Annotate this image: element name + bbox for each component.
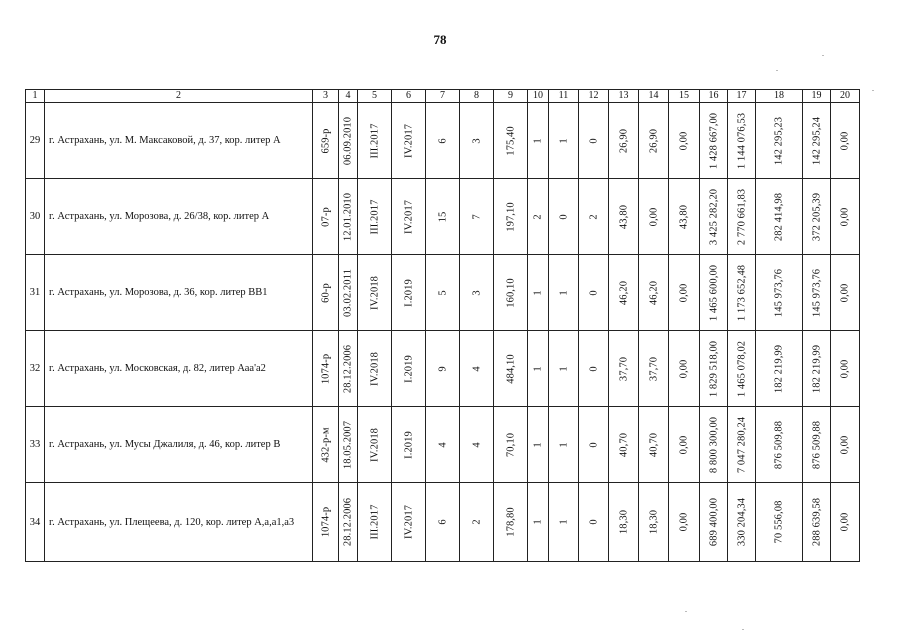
address-cell: г. Астрахань, ул. Морозова, д. 26/38, кор. литер А <box>45 179 313 255</box>
cell: 142 295,23 <box>773 116 785 165</box>
cell: 0,00 <box>839 283 851 302</box>
cell: 372 205,39 <box>811 192 822 241</box>
header-cell: 19 <box>803 90 831 103</box>
header-cell: 13 <box>609 90 639 103</box>
cell: 160,10 <box>505 277 516 308</box>
header-cell: 4 <box>339 90 358 103</box>
cell: 1074-р <box>320 353 331 384</box>
row-number: 33 <box>26 407 45 483</box>
header-cell: 16 <box>700 90 728 103</box>
header-cell: 18 <box>756 90 803 103</box>
cell: IV.2018 <box>369 351 380 386</box>
cell: 330 204,34 <box>736 497 747 547</box>
cell: 1 <box>532 137 544 144</box>
header-cell: 20 <box>831 90 860 103</box>
cell: 1 <box>558 289 569 296</box>
scan-speck <box>742 629 744 630</box>
row-number: 31 <box>26 255 45 331</box>
address-cell: г. Астрахань, ул. М. Максаковой, д. 37, кор. литер А <box>45 103 313 179</box>
cell: I.2019 <box>403 278 414 307</box>
cell: 37,70 <box>618 356 629 381</box>
cell: 197,10 <box>505 201 516 232</box>
cell: 145 973,76 <box>811 268 822 317</box>
cell: 0 <box>558 213 569 220</box>
cell: IV.2017 <box>403 123 414 158</box>
cell: 484,10 <box>505 353 516 384</box>
cell: 5 <box>437 289 448 296</box>
cell: 1 <box>558 519 569 525</box>
cell: 43,80 <box>678 204 690 229</box>
cell: 0,00 <box>678 435 690 454</box>
cell: 0 <box>588 519 599 525</box>
cell: 6 <box>437 519 448 525</box>
row-number: 32 <box>26 331 45 407</box>
cell: 1 465 078,02 <box>736 340 747 397</box>
cell: 0,00 <box>839 359 851 378</box>
cell: 43,80 <box>618 204 629 229</box>
cell: 689 400,00 <box>708 497 719 547</box>
header-cell: 14 <box>639 90 669 103</box>
cell: 175,40 <box>505 125 516 156</box>
cell: 0,00 <box>839 435 851 454</box>
header-row <box>26 90 860 103</box>
cell: IV.2018 <box>369 275 380 310</box>
address-cell: г. Астрахань, ул. Мусы Джалиля, д. 46, кор. литер В <box>45 407 313 483</box>
cell: 0,00 <box>678 359 690 378</box>
cell: 0,00 <box>678 131 690 150</box>
cell: 18,30 <box>618 509 629 535</box>
cell: 3 <box>471 289 482 296</box>
cell: 1 <box>558 441 569 448</box>
table-row <box>26 103 860 179</box>
scan-speck <box>776 70 778 71</box>
row-number: 34 <box>26 483 45 562</box>
cell: 0,00 <box>648 207 659 226</box>
cell: 4 <box>471 441 482 448</box>
cell: 0 <box>588 289 599 296</box>
header-cell: 1 <box>26 90 45 103</box>
cell: 0 <box>588 365 599 372</box>
cell: 28.12.2006 <box>342 497 354 547</box>
cell: 7 047 280,24 <box>736 416 747 473</box>
cell: 2 770 661,83 <box>736 188 747 245</box>
cell: 46,20 <box>648 280 659 305</box>
cell: 1 <box>532 441 544 448</box>
cell: 2 <box>532 213 544 220</box>
cell: 1 <box>532 365 544 372</box>
cell: 4 <box>437 441 448 448</box>
header-cell: 6 <box>392 90 426 103</box>
cell: 18,30 <box>648 509 659 535</box>
cell: 70,10 <box>505 432 516 457</box>
cell: 1 173 652,48 <box>736 264 747 321</box>
cell: 3 <box>471 137 482 144</box>
cell: 70 556,08 <box>773 500 785 544</box>
cell: 6 <box>437 137 448 144</box>
cell: 182 219,99 <box>811 344 822 393</box>
cell: 1 465 600,00 <box>708 264 719 321</box>
cell: 8 800 300,00 <box>708 416 719 473</box>
cell: 12.01.2010 <box>342 192 354 241</box>
cell: 26,90 <box>618 128 629 153</box>
cell: 1 <box>532 519 544 525</box>
cell: 1 144 076,53 <box>736 112 747 169</box>
header-cell: 10 <box>528 90 549 103</box>
cell: I.2019 <box>403 354 414 383</box>
row-number: 29 <box>26 103 45 179</box>
address-cell: г. Астрахань, ул. Московская, д. 82, литер Ааа'а2 <box>45 331 313 407</box>
cell: 06.09.2010 <box>342 116 354 165</box>
cell: III.2017 <box>369 199 380 234</box>
cell: 0,00 <box>839 131 851 150</box>
cell: 1 <box>558 137 569 144</box>
cell: 40,70 <box>618 432 629 457</box>
cell: III.2017 <box>369 504 380 540</box>
cell: 0 <box>588 441 599 448</box>
table-row <box>26 331 860 407</box>
cell: 03.02.2011 <box>342 268 354 317</box>
header-cell: 9 <box>494 90 528 103</box>
header-cell: 5 <box>358 90 392 103</box>
header-cell: 3 <box>313 90 339 103</box>
cell: 3 425 282,20 <box>708 188 719 245</box>
cell: 0,00 <box>678 283 690 302</box>
header-cell: 15 <box>669 90 700 103</box>
cell: 60-р <box>320 282 331 303</box>
cell: 0,00 <box>839 512 851 532</box>
cell: 46,20 <box>618 280 629 305</box>
table-row <box>26 179 860 255</box>
data-table <box>25 89 860 562</box>
header-cell: 11 <box>549 90 579 103</box>
cell: 0 <box>588 137 599 144</box>
header-cell: 12 <box>579 90 609 103</box>
cell: 1 <box>532 289 544 296</box>
cell: 40,70 <box>648 432 659 457</box>
address-cell: г. Астрахань, ул. Морозова, д. 36, кор. литер ВВ1 <box>45 255 313 331</box>
cell: 1 829 518,00 <box>708 340 719 397</box>
scan-speck <box>822 55 824 56</box>
cell: 2 <box>471 519 482 525</box>
cell: 432-р-м <box>320 426 331 463</box>
header-cell: 8 <box>460 90 494 103</box>
table-row <box>26 483 860 562</box>
cell: 0,00 <box>678 512 690 532</box>
table-row <box>26 255 860 331</box>
cell: 4 <box>471 365 482 372</box>
cell: 0,00 <box>839 207 851 226</box>
cell: 1 <box>558 365 569 372</box>
cell: IV.2018 <box>369 427 380 462</box>
cell: 28.12.2006 <box>342 344 354 393</box>
cell: 282 414,98 <box>773 192 785 241</box>
cell: 37,70 <box>648 356 659 381</box>
table-row <box>26 407 860 483</box>
cell: I.2019 <box>403 430 414 459</box>
cell: 7 <box>471 213 482 220</box>
cell: 26,90 <box>648 128 659 153</box>
cell: 145 973,76 <box>773 268 785 317</box>
page-number: 78 <box>433 32 447 47</box>
scan-speck <box>872 90 874 91</box>
address-cell: г. Астрахань, ул. Плещеева, д. 120, кор. литер А,а,а1,а3 <box>45 483 313 562</box>
header-cell: 2 <box>45 90 313 103</box>
cell: IV.2017 <box>403 199 414 234</box>
cell: 15 <box>437 211 448 222</box>
cell: 07-р <box>320 206 331 227</box>
cell: 1 428 667,00 <box>708 112 719 169</box>
header-cell: 17 <box>728 90 756 103</box>
cell: 182 219,99 <box>773 344 785 393</box>
cell: 18.05.2007 <box>342 420 354 469</box>
cell: 876 509,88 <box>811 420 822 469</box>
scan-speck <box>685 611 687 612</box>
cell: 1074-р <box>320 506 331 538</box>
header-cell: 7 <box>426 90 460 103</box>
row-number: 30 <box>26 179 45 255</box>
cell: 876 509,88 <box>773 420 785 469</box>
cell: 9 <box>437 365 448 372</box>
cell: 142 295,24 <box>811 116 822 165</box>
cell: IV.2017 <box>403 504 414 540</box>
cell: 178,80 <box>505 507 516 537</box>
cell: 659-р <box>320 128 331 153</box>
cell: III.2017 <box>369 123 380 158</box>
cell: 288 639,58 <box>811 497 822 547</box>
cell: 2 <box>588 213 599 220</box>
